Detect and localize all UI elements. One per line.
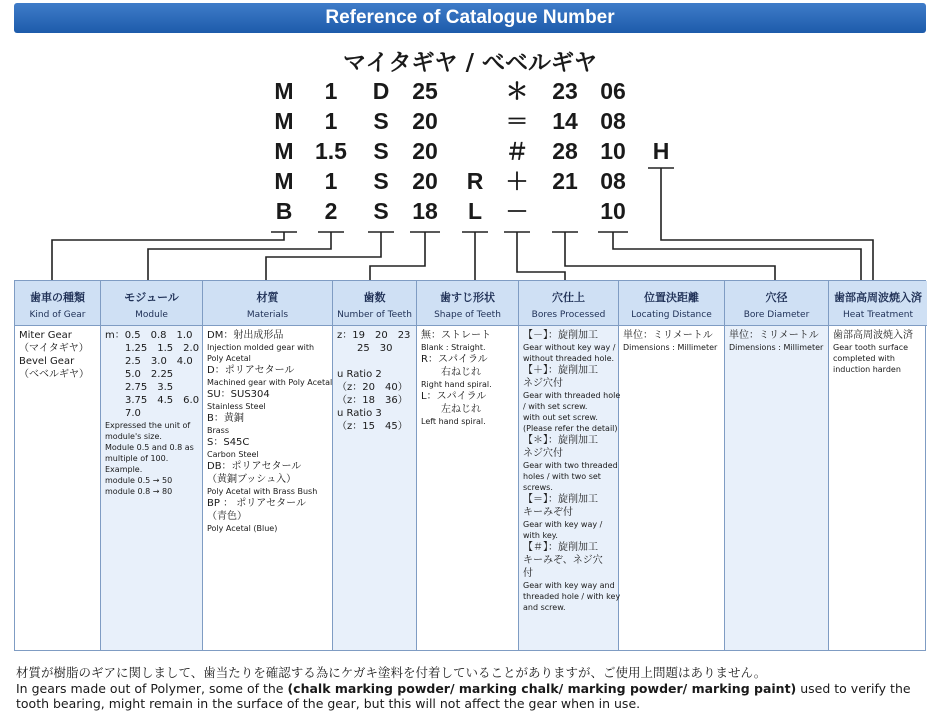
code-r4-c2: 1 (324, 168, 338, 194)
column-materials (203, 281, 333, 650)
column-line: キーみぞ、ネジ穴 (523, 555, 603, 566)
column-header-bores (519, 281, 618, 326)
column-line: Expressed the unit of (105, 421, 191, 430)
column-line: （z：20 40） (337, 382, 408, 393)
column-line: Machined gear with Poly Acetal (207, 378, 333, 387)
note-jp: 材質が樹脂のギアに関しまして、歯当たりを確認する為にケガキ塗料を付着していることがありますが、ご使用上問題はありません。 (16, 665, 767, 680)
column-line: Poly Acetal with Brass Bush (207, 487, 318, 496)
code-r3-c3: S (373, 138, 389, 164)
column-header-en: Materials (246, 310, 289, 320)
column-line: 左ねじれ (421, 404, 481, 415)
column-line: Blank : Straight. (421, 343, 486, 352)
column-header-kind (15, 281, 100, 326)
code-r3-c4: 20 (412, 138, 438, 164)
bracket-kind (52, 232, 297, 280)
column-header-en: Shape of Teeth (434, 310, 501, 320)
column-header-en: Number of Teeth (337, 310, 412, 320)
column-body-heat (829, 326, 927, 650)
column-line: 単位：ミリメートル (623, 330, 713, 341)
column-body-materials (203, 326, 332, 650)
code-r3-c6: ＃ (505, 138, 529, 164)
column-line: 【＃】：旋削加工 (523, 542, 598, 553)
column-line: B：黄銅 (207, 413, 244, 424)
column-header-jp: 位置決距離 (644, 291, 699, 304)
column-header-en: Heat Treatment (842, 310, 913, 320)
column-line: Gear with threaded hole (523, 391, 621, 400)
column-body-diameter (725, 326, 828, 650)
column-line: （青色） (207, 511, 247, 522)
column-line: 無：ストレート (421, 330, 491, 341)
code-r2-c1: M (274, 108, 294, 134)
column-line: 単位：ミリメートル (729, 330, 819, 341)
column-line: DB：ポリアセタール (207, 461, 302, 472)
column-header-jp: 材質 (256, 291, 279, 304)
page-banner: Reference of Catalogue Number (14, 3, 926, 33)
column-line: (Please refer the detail) (523, 424, 618, 433)
column-line: Gear without key way / (523, 343, 616, 352)
code-r5-c8: 10 (600, 198, 626, 224)
column-heat (829, 281, 927, 650)
code-r2-c7: 14 (552, 108, 578, 134)
note-en-part-c: used to verify the (796, 681, 911, 696)
bracket-shape (462, 232, 488, 280)
column-line: u Ratio 2 (337, 369, 382, 380)
column-line: completed with (833, 354, 895, 363)
column-header-diameter (725, 281, 828, 326)
column-body-bores (519, 326, 621, 650)
code-r3-c8: 10 (600, 138, 626, 164)
column-line: キーみぞ付 (523, 507, 573, 518)
note-en (16, 681, 926, 696)
code-r5-c2: 2 (324, 198, 338, 224)
column-header-en: Module (135, 310, 168, 320)
column-header-jp: 穴径 (765, 291, 788, 304)
column-line: （z：15 45） (337, 421, 408, 432)
column-line: 【＋】：旋削加工 (523, 365, 598, 376)
column-line: Carbon Steel (207, 450, 259, 459)
column-header-en: Locating Distance (631, 310, 712, 320)
column-body-kind (15, 326, 100, 650)
column-line (337, 355, 412, 368)
column-line: Stainless Steel (207, 402, 266, 411)
column-line: induction harden (833, 365, 901, 374)
note-en-bold: (chalk marking powder/ marking chalk/ marking powder/ marking paint) (287, 681, 797, 696)
column-line: 右ねじれ (421, 367, 481, 378)
column-line: screws. (523, 483, 553, 492)
column-header-en: Bores Processed (531, 310, 606, 320)
column-line: module's size. (105, 432, 162, 441)
code-r5-c3: S (373, 198, 389, 224)
column-header-teeth (333, 281, 416, 326)
column-diameter (725, 281, 829, 650)
column-line: 歯部高周波焼入済 (833, 330, 913, 341)
code-r5-c6: － (505, 198, 529, 224)
code-r3-c1: M (274, 138, 294, 164)
code-r2-c3: S (373, 108, 389, 134)
column-line: with key. (523, 531, 558, 540)
column-line: D：ポリアセタール (207, 365, 295, 376)
column-line: 7.0 (105, 408, 141, 419)
column-line: module 0.5 → 50 (105, 476, 173, 485)
column-line: ネジ穴付 (523, 448, 563, 459)
column-line: ネジ穴付 (523, 378, 563, 389)
code-r1-c8: 06 (600, 78, 626, 104)
column-line: （黄銅ブッシュ入） (207, 474, 297, 485)
column-line: BP ： ポリアセタール (207, 498, 306, 509)
code-r3-c9: H (652, 138, 670, 164)
column-line: DM：射出成形品 (207, 330, 284, 341)
column-line: Left hand spiral. (421, 417, 486, 426)
column-line: （z：18 36） (337, 395, 408, 406)
column-line: R：スパイラル (421, 354, 488, 365)
column-body-module (101, 326, 202, 650)
column-line: Injection molded gear with (207, 343, 315, 352)
column-line: 5.0 2.25 (105, 369, 174, 380)
column-header-module (101, 281, 202, 326)
column-line: m：0.5 0.8 1.0 (105, 330, 193, 341)
code-r4-c3: S (373, 168, 389, 194)
code-r2-c8: 08 (600, 108, 626, 134)
column-line: u Ratio 3 (337, 408, 382, 419)
code-r1-c1: M (274, 78, 294, 104)
column-kind (15, 281, 101, 650)
column-header-materials (203, 281, 332, 326)
column-line: Gear with key way and (523, 581, 615, 590)
column-line: S：S45C (207, 437, 250, 448)
column-line: and screw. (523, 603, 566, 612)
column-line: Poly Acetal (Blue) (207, 524, 278, 533)
column-line: module 0.8 → 80 (105, 487, 173, 496)
column-line: 2.5 3.0 4.0 (105, 356, 193, 367)
column-line: 25 30 (337, 343, 393, 354)
column-header-jp: 歯すじ形状 (440, 291, 495, 304)
code-r2-c6: ＝ (505, 108, 529, 134)
column-line: holes / with two set (523, 472, 601, 481)
bracket-heat (648, 168, 873, 280)
code-r3-c2: 1.5 (315, 138, 347, 164)
code-r1-c6: ＊ (505, 78, 529, 104)
column-header-jp: モジュール (124, 291, 179, 304)
code-r3-c7: 28 (552, 138, 578, 164)
column-line: Poly Acetal (207, 354, 251, 363)
column-line: 付 (523, 568, 533, 579)
code-r5-c5: L (467, 198, 483, 224)
column-line: Dimensions : Millimeter (729, 343, 824, 352)
column-header-jp: 歯数 (363, 291, 386, 304)
column-line: with out set screw. (523, 413, 598, 422)
code-r1-c3: D (372, 78, 390, 104)
column-line: Gear with key way / (523, 520, 603, 529)
column-shape (417, 281, 519, 650)
column-line: 【＊】：旋削加工 (523, 435, 598, 446)
column-line: 【－】：旋削加工 (523, 330, 598, 341)
bracket-bore (504, 232, 565, 280)
column-line: 3.75 4.5 6.0 (105, 395, 200, 406)
column-teeth (333, 281, 417, 650)
column-line: without threaded hole. (523, 354, 615, 363)
column-line: Gear tooth surface (833, 343, 909, 352)
column-line: Right hand spiral. (421, 380, 492, 389)
column-bores (519, 281, 619, 650)
column-line: 1.25 1.5 2.0 (105, 343, 200, 354)
column-line: / with set screw. (523, 402, 588, 411)
column-header-shape (417, 281, 518, 326)
column-module (101, 281, 203, 650)
column-line: Example. (105, 465, 143, 474)
column-line: 【＝】：旋削加工 (523, 494, 598, 505)
column-line: multiple of 100. (105, 454, 169, 463)
code-r4-c1: M (274, 168, 294, 194)
code-r5-c1: B (275, 198, 293, 224)
page-subtitle: マイタギヤ / べベルギヤ (343, 50, 597, 76)
column-header-en: Kind of Gear (29, 310, 86, 320)
bracket-material (266, 232, 394, 280)
code-r4-c5: R (466, 168, 484, 194)
code-r2-c4: 20 (412, 108, 438, 134)
column-line: Module 0.5 and 0.8 as (105, 443, 194, 452)
column-line: SU：SUS304 (207, 389, 270, 400)
column-line: threaded hole / with key (523, 592, 621, 601)
code-r2-c2: 1 (324, 108, 338, 134)
code-r4-c4: 20 (412, 168, 438, 194)
column-line: Gear with two threaded (523, 461, 618, 470)
column-header-heat (829, 281, 927, 326)
column-line: L：スパイラル (421, 391, 487, 402)
connector-lines (0, 0, 940, 290)
column-line: Brass (207, 426, 230, 435)
note-en-2: tooth bearing, might remain in the surface of the gear, but this will not affect the gear when in use. (16, 696, 641, 711)
code-r4-c8: 08 (600, 168, 626, 194)
column-header-en: Bore Diameter (743, 310, 810, 320)
column-line: 2.75 3.5 (105, 382, 174, 393)
column-header-jp: 歯車の種類 (30, 291, 85, 304)
code-r1-c4: 25 (412, 78, 438, 104)
column-line: Bevel Gear (19, 356, 75, 367)
code-r1-c2: 1 (324, 78, 338, 104)
column-line: Miter Gear (19, 330, 72, 341)
column-header-locating (619, 281, 724, 326)
column-locating (619, 281, 725, 650)
column-header-jp: 歯部高周波焼入済 (834, 291, 922, 304)
code-r4-c6: ＋ (505, 168, 529, 194)
code-r5-c4: 18 (412, 198, 438, 224)
column-body-teeth (333, 326, 416, 650)
column-header-jp: 穴仕上 (552, 291, 585, 304)
column-line: Dimensions : Millimeter (623, 343, 718, 352)
note-en-part-a: In gears made out of Polymer, some of the (16, 681, 288, 696)
code-r1-c7: 23 (552, 78, 578, 104)
column-body-shape (417, 326, 518, 650)
column-line: （マイタギヤ） (19, 343, 89, 354)
legend-table (14, 280, 926, 651)
column-body-locating (619, 326, 724, 650)
column-line: （べベルギヤ） (19, 369, 89, 380)
code-r4-c7: 21 (552, 168, 578, 194)
column-line: z：19 20 23 (337, 330, 411, 341)
